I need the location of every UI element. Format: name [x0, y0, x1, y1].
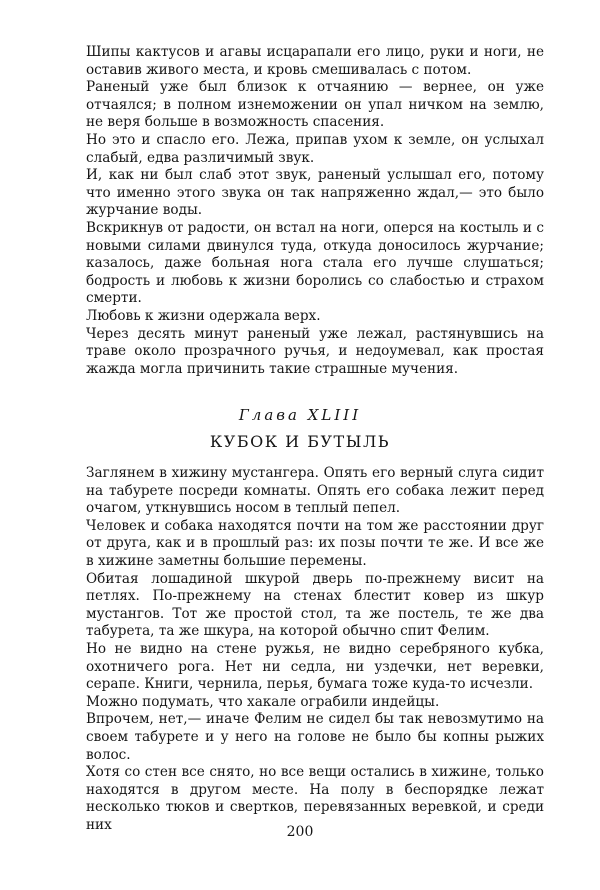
text-block-before-chapter [86, 44, 544, 378]
paragraph: Любовь к жизни одержала верх. [86, 307, 321, 324]
paragraph: Через десять минут раненый уже лежал, растянувшись на траве около прозрачного ручья, и недоумевал, как простая жажда могла причинить такие страшные мучения. [86, 325, 544, 377]
text-block-chapter-body [86, 465, 544, 834]
paragraph: Хотя со стен все снято, но все вещи остались в хижине, только находятся в другом месте. На полу в беспорядке лежат несколько тюков и свертков, перевязанных веревкой, и среди них [86, 764, 544, 833]
chapter-title: КУБОК И БУТЫЛЬ [209, 432, 391, 451]
paragraph: Обитая лошадиной шкурой дверь по-прежнему висит на петлях. По-прежнему на стенах блестит ковер из шкур мустангов. Тот же простой стол, та же постель, те же два табурета, та же шкура, на которой обычно спит Фелим. [86, 570, 544, 640]
paragraph: Вскрикнув от радости, он встал на ноги, оперся на костыль и с новыми силами двинулся туда, откуда доносилось журчание; казалось, даже больная нога стала его лучше слушаться; бодрость и любовь к жизни боролись со слабостью и страхом смерти. [86, 219, 544, 307]
chapter-label: Глава XLIII [238, 406, 362, 424]
paragraph: Раненый уже был близок к отчаянию — вернее, он уже отчаялся; в полном изнеможении он упал ничком на землю, не веря больше в возможность спасения. [86, 79, 544, 131]
paragraph: Впрочем, нет,— иначе Фелим не сидел бы так невозмутимо на своем табурете и у него на голове не было бы копны рыжих волос. [86, 711, 544, 763]
page-number: 200 [286, 824, 314, 840]
paragraph: И, как ни был слаб этот звук, раненый услышал его, потому что именно этого звука он так напряженно ждал,— это было журчание воды. [86, 167, 544, 219]
paragraph: Человек и собака находятся почти на том же расстоянии друг от друга, как и в прошлый раз: их позы почти те же. И все же в хижине заметны большие перемены. [86, 517, 544, 569]
paragraph: Но это и спасло его. Лежа, припав ухом к земле, он услыхал слабый, едва различимый звук. [86, 131, 544, 166]
paragraph: Заглянем в хижину мустангера. Опять его верный слуга сидит на табурете посреди комнаты. Опять его собака лежит перед очагом, уткнувшись носом в теплый пепел. [86, 465, 544, 517]
paragraph: Но не видно на стене ружья, не видно серебряного кубка, охотничего рога. Нет ни седла, ни уздечки, нет веревки, серапе. Книги, чернила, перья, бумага тоже куда-то исчезли. [86, 640, 544, 693]
paragraph: Можно подумать, что хакале ограбили индейцы. [86, 693, 440, 710]
paragraph: Шипы кактусов и агавы исцарапали его лицо, руки и ноги, не оставив живого места, и кровь смешивалась с потом. [86, 44, 544, 78]
